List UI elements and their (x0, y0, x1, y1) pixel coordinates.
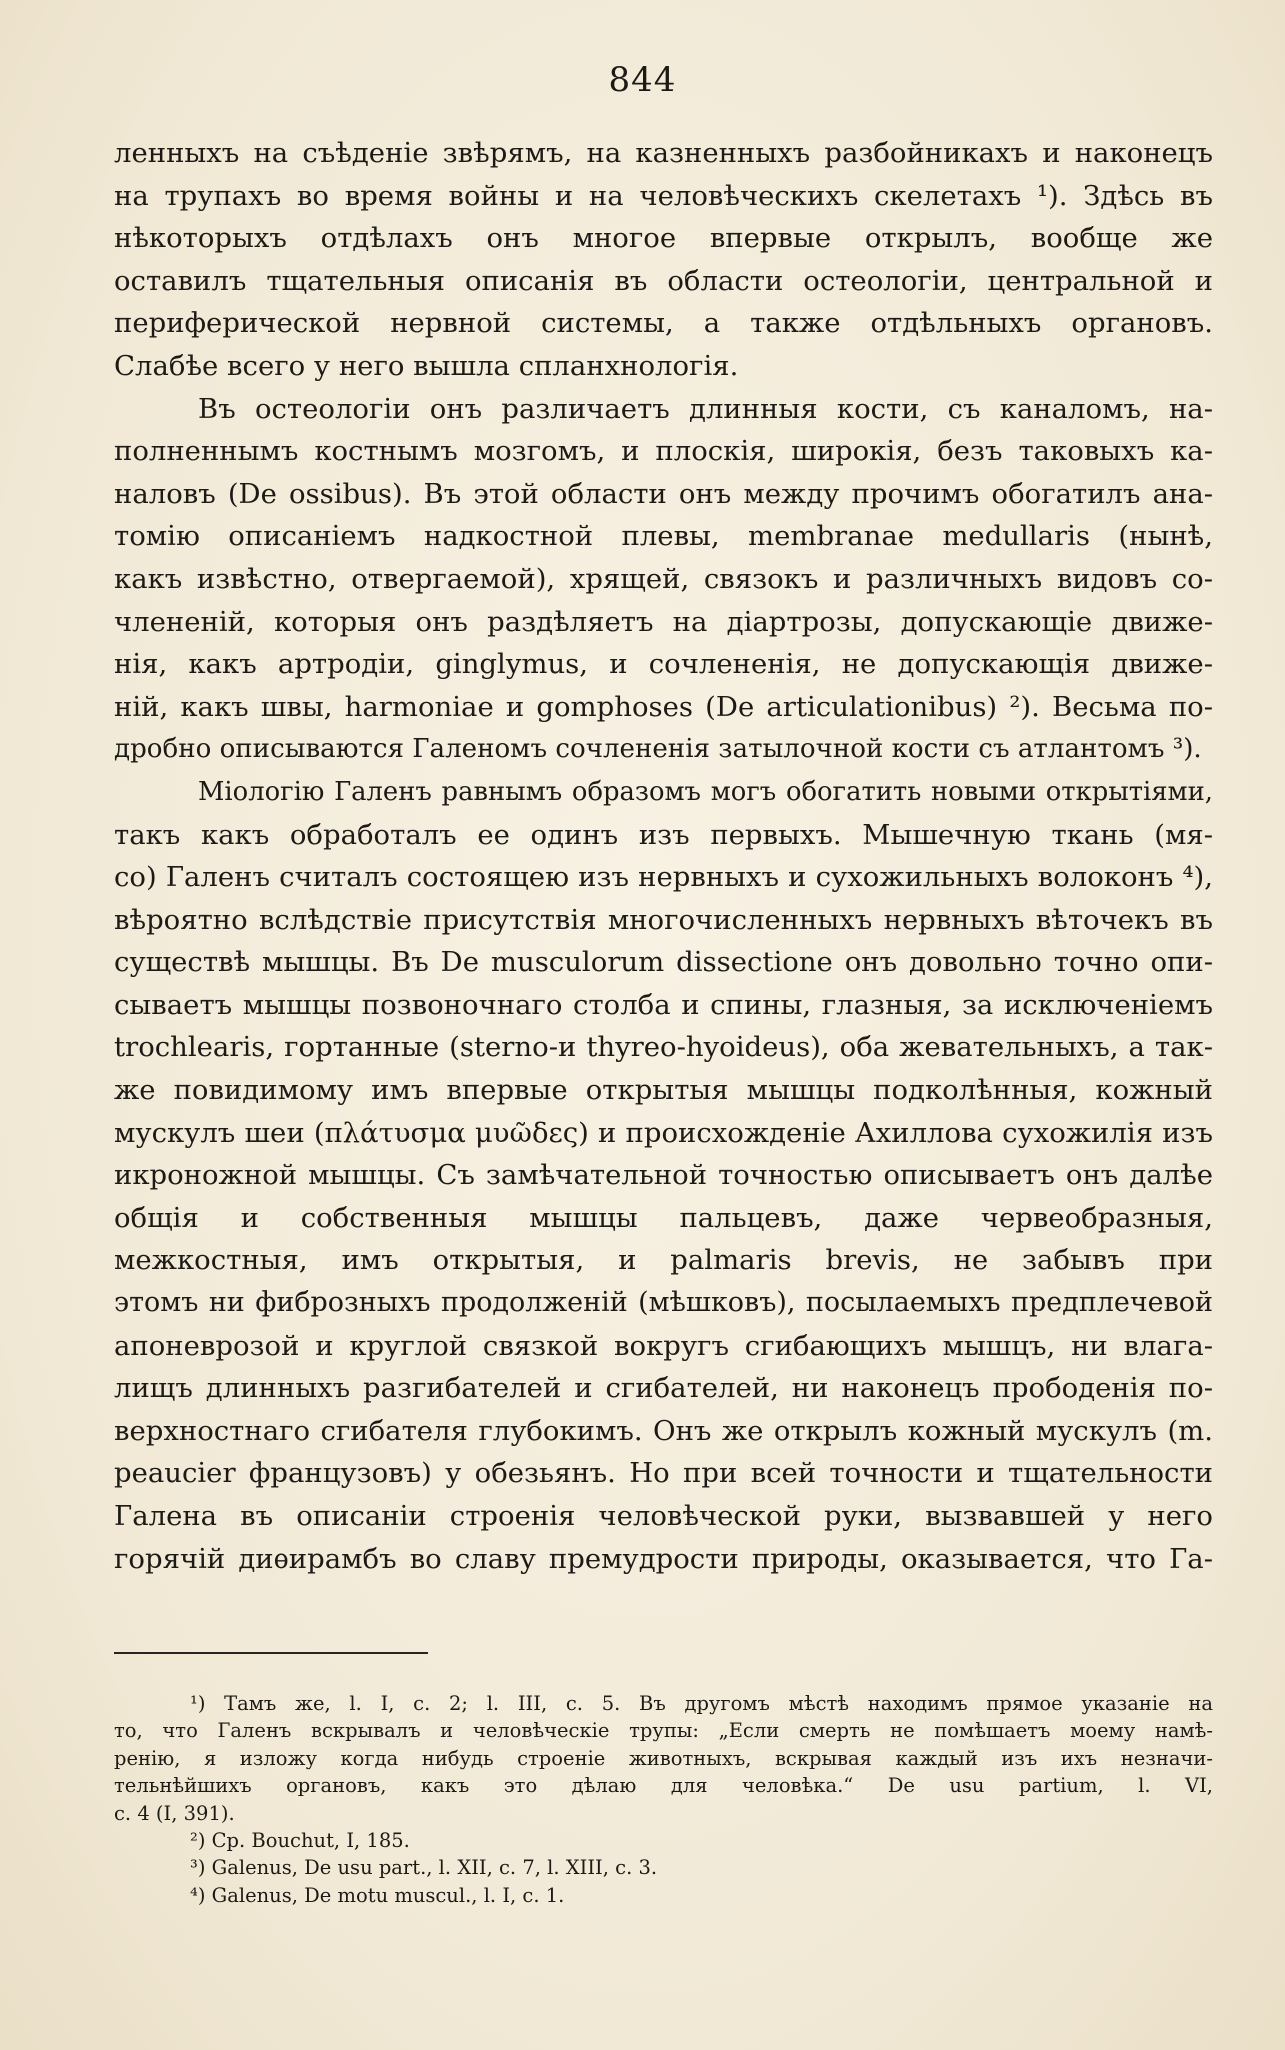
body-line: вѣроятно вслѣдствіе присутствія многочисленныхъ нервныхъ вѣточекъ въ (114, 903, 1213, 936)
footnote-line: c. 4 (I, 391). (114, 1801, 235, 1825)
body-line: лищъ длинныхъ разгибателей и сгибателей, ни наконецъ прободенія по- (114, 1372, 1213, 1405)
body-line: томію описаніемъ надкостной плевы, membranae medullaris (нынѣ, (114, 520, 1213, 553)
body-line: Галена въ описаніи строенія человѣческой руки, вызвавшей у него (114, 1500, 1213, 1532)
body-line: горячій диѳирамбъ во славу премудрости природы, оказывается, что Га- (114, 1542, 1213, 1575)
body-line: члененій, которыя онъ раздѣляетъ на діартрозы, допускающіе движе- (114, 605, 1213, 638)
page-number: 844 (608, 60, 677, 100)
footnote-line: ²) Ср. Bouchut, I, 185. (190, 1828, 410, 1852)
body-line: нѣкоторыхъ отдѣлахъ онъ многое впервые открылъ, вообще же (114, 222, 1213, 255)
body-line: со) Галенъ считалъ состоящею изъ нервныхъ и сухожильныхъ волоконъ ⁴), (114, 861, 1213, 894)
body-line: дробно описываются Галеномъ сочлененія затылочной кости съ атлантомъ ³). (114, 734, 1202, 765)
body-line: ленныхъ на съѣденіе звѣрямъ, на казненныхъ разбойникахъ и наконецъ (114, 137, 1213, 169)
footnote-line: ³) Galenus, De usu part., l. XII, c. 7, l. XIII, c. 3. (190, 1856, 658, 1880)
body-line: межкостныя, имъ открытыя, и palmaris brevis, не забывъ при (114, 1244, 1213, 1277)
body-line: существѣ мышцы. Въ De musculorum dissectione онъ довольно точно опи- (114, 946, 1213, 979)
body-line: trochlearis, гортанные (sterno-и thyreo-hyoideus), оба жевательныхъ, а так- (114, 1031, 1213, 1064)
body-line: нія, какъ артродіи, ginglymus, и сочлененія, не допускающія движе- (114, 648, 1213, 681)
footnote-line: ⁴) Galenus, De motu muscul., l. I, c. 1. (190, 1883, 565, 1907)
footnotes (114, 1690, 1213, 1909)
footnote-line: ренію, я изложу когда нибудь строеніе животныхъ, вскрывая каждый изъ ихъ незначи- (114, 1746, 1213, 1770)
body-line: полненнымъ костнымъ мозгомъ, и плоскія, широкія, безъ таковыхъ ка- (114, 435, 1213, 468)
body-line: мускулъ шеи (πλάτυσμα μυῶδες) и происхожденіе Ахиллова сухожилія изъ (114, 1116, 1213, 1149)
body-text (114, 132, 1213, 1580)
body-line: peaucier французовъ) у обезьянъ. Но при всей точности и тщательности (114, 1457, 1213, 1490)
body-line: же повидимому имъ впервые открытыя мышцы подколѣнныя, кожный (114, 1074, 1213, 1107)
body-line: икроножной мышцы. Съ замѣчательной точностью описываетъ онъ далѣе (114, 1159, 1213, 1192)
body-line: периферической нервной системы, а также отдѣльныхъ органовъ. (114, 307, 1213, 340)
body-line: ній, какъ швы, harmoniae и gomphoses (De articulationibus) ²). Весьма по- (114, 690, 1213, 723)
footnote-line: то, что Галенъ вскрывалъ и человѣческіе трупы: „Если смерть не помѣшаетъ моему намѣ- (114, 1719, 1213, 1743)
body-line: оставилъ тщательныя описанія въ области остеологіи, центральной и (114, 264, 1213, 297)
body-line: Слабѣе всего у него вышла спланхнологія. (114, 349, 739, 382)
body-line: какъ извѣстно, отвергаемой), хрящей, связокъ и различныхъ видовъ со- (114, 562, 1213, 595)
body-line: сываетъ мышцы позвоночнаго столба и спины, глазныя, за исключеніемъ (114, 988, 1213, 1021)
body-line: наловъ (De ossibus). Въ этой области онъ между прочимъ обогатилъ ана- (114, 477, 1213, 510)
footnote-line: ¹) Тамъ же, l. I, c. 2; l. III, c. 5. Въ другомъ мѣстѣ находимъ прямое указаніе на (190, 1692, 1213, 1715)
body-line: такъ какъ обработалъ ее одинъ изъ первыхъ. Мышечную ткань (мя- (114, 818, 1213, 851)
body-line: верхностнаго сгибателя глубокимъ. Онъ же открылъ кожный мускулъ (m. (114, 1414, 1213, 1447)
footnote-line: тельнѣйшихъ органовъ, какъ это дѣлаю для человѣка.“ De usu partium, l. VI, (114, 1774, 1213, 1798)
paragraph-start-line: Въ остеологіи онъ различаетъ длинныя кости, съ каналомъ, на- (198, 392, 1213, 425)
body-line: этомъ ни фиброзныхъ продолженій (мѣшковъ), посылаемыхъ предплечевой (114, 1287, 1213, 1319)
body-line: на трупахъ во время войны и на человѣческихъ скелетахъ ¹). Здѣсь въ (114, 179, 1213, 212)
paragraph-start-line: Міологію Галенъ равнымъ образомъ могъ обогатить новыми открытіями, (198, 776, 1213, 807)
body-line: апоневрозой и круглой связкой вокругъ сгибающихъ мышцъ, ни влага- (114, 1329, 1213, 1362)
body-line: общія и собственныя мышцы пальцевъ, даже червеобразныя, (114, 1201, 1213, 1234)
footnote-divider (114, 1652, 428, 1654)
